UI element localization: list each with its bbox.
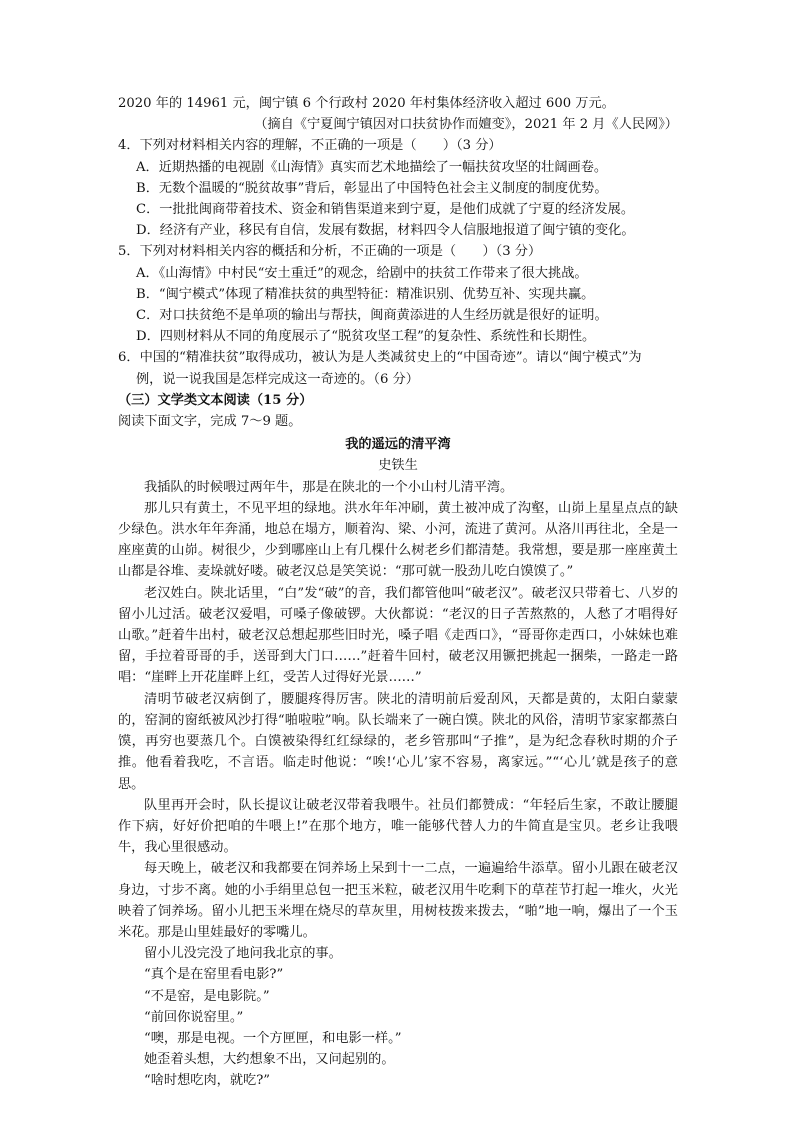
question-6-line-2: 例，说一说我国是怎样完成这一奇迹的。（6 分） <box>136 371 419 387</box>
question-5-option-a: A．《山海情》中村民“安土重迁”的观念，给剧中的扶贫工作带来了很大挑战。 <box>136 265 588 281</box>
document-page <box>118 93 678 1092</box>
question-5 <box>118 241 678 347</box>
intro-line: 2020 年的 14961 元，闽宁镇 6 个行政村 2020 年村集体经济收入超过 600 万元。 <box>118 96 615 111</box>
question-4-option-d: D．经济有产业，移民有自信，发展有数据，材料四令人信服地报道了闽宁镇的变化。 <box>136 223 635 239</box>
question-6 <box>118 347 678 389</box>
question-6-line-1: 6．中国的“精准扶贫”取得成功，被认为是人类减贫史上的“中国奇迹”。请以“闽宁模式”为 <box>118 350 642 366</box>
source-citation: （摘自《宁夏闽宁镇因对口扶贫协作而嬗变》，2021 年 2 月《人民网》） <box>254 117 678 133</box>
question-4-option-c: C．一批批闽商带着技术、资金和销售渠道来到宁夏，是他们成就了宁夏的经济发展。 <box>136 202 635 218</box>
dialogue-line: “噢，那是电视。一个方匣匣，和电影一样。” <box>144 1030 402 1046</box>
section-instruction: 阅读下面文字，完成 7～9 题。 <box>118 414 302 430</box>
question-4-stem: 4．下列对材料相关内容的理解，不正确的一项是（ ）（3 分） <box>118 138 502 154</box>
dialogue-line: “不是窑，是电影院。” <box>144 988 270 1004</box>
story-paragraph: 每天晚上，破老汉和我都要在饲养场上呆到十一二点，一遍遍给牛添草。留小儿跟在破老汉身边，寸步不离。她的小手绢里总包一把玉米粒，破老汉用牛吃剩下的草茬节打起一堆火，火光映着了饲养场。留小儿把玉米埋在烧尽的草灰里，用树枝拨来拨去，“啪”地一响，爆出了一个玉米花。那是山里娃最好的零嘴儿。 <box>118 861 678 940</box>
question-5-option-d: D．四则材料从不同的角度展示了“脱贫攻坚工程”的复杂性、系统性和长期性。 <box>136 329 596 345</box>
story-paragraph: 队里再开会时，队长提议让破老汉带着我喂牛。社员们都赞成：“年轻后生家，不敢让腰腿作下病，好好价把咱的牛喂上!”在那个地方，唯一能够代替人力的牛简直是宝贝。老乡让我喂牛，我心里很感动。 <box>118 797 678 856</box>
story-paragraph: 老汉姓白。陕北话里，“白”发“破”的音，我们都管他叫“破老汉”。破老汉只带着七、八岁的留小儿过活。破老汉爱唱，可嗓子像破锣。大伙都说：“老汉的日子苦熬熬的，人愁了才唱得好山歌。”赶着牛出村，破老汉总想起那些旧时光，嗓子唱《走西口》，“哥哥你走西口，小妹妹也难留，手拉着哥哥的手，送哥到大门口……”赶着牛回村，破老汉用镢把挑起一捆柴，一路走一路唱：“崖畔上开花崖畔上红，受苦人过得好光景……” <box>118 585 678 686</box>
dialogue-line: “啥时想吃肉，就吃?” <box>144 1073 271 1089</box>
story-paragraph: 留小儿没完没了地问我北京的事。 <box>144 946 342 962</box>
question-5-stem: 5．下列对材料相关内容的概括和分析，不正确的一项是（ ）（3 分） <box>118 244 542 260</box>
dialogue-line: “真个是在窑里看电影?” <box>144 967 284 983</box>
question-4-option-b: B．无数个温暖的“脱贫故事”背后，彰显出了中国特色社会主义制度的制度优势。 <box>136 180 608 196</box>
story-title: 我的遥远的清平湾 <box>345 437 451 453</box>
story-paragraph: 那儿只有黄土，不见平坦的绿地。洪水年年冲刷，黄土被冲成了沟壑，山峁上星星点点的缺少绿色。洪水年年奔涌，地总在塌方，顺着沟、梁、小河，流进了黄河。从洛川再往北，全是一座座黄的山峁。树很少，少到哪座山上有几棵什么树老乡们都清楚。我常想，要是那一座座黄土山都是谷堆、麦垛就好喽。破老汉总是笑笑说：“那可就一股劲儿吃白馍馍了。” <box>118 500 678 580</box>
dialogue-line: “前回你说窑里。” <box>144 1009 244 1025</box>
section-heading: （三）文学类文本阅读（15 分） <box>118 392 313 408</box>
story-paragraph: 清明节破老汉病倒了，腰腿疼得厉害。陕北的清明前后爱刮风，天都是黄的，太阳白蒙蒙的，窑洞的窗纸被风沙打得“啪啦啦”响。队长端来了一碗白馍。陕北的风俗，清明节家家都蒸白馍，再穷也要蒸几个。白馍被染得红红绿绿的，老乡管那叫“子推”，是为纪念春秋时期的介子推。他看着我吃，不言语。临走时他说：“唉!‘心儿’家不容易，离家远。”“‘心儿’就是孩子的意思。 <box>118 691 678 792</box>
question-4 <box>118 135 678 241</box>
story-paragraph: 我插队的时候喂过两年牛，那是在陕北的一个小山村儿清平湾。 <box>144 479 514 495</box>
story-author: 史铁生 <box>378 458 418 474</box>
question-5-option-b: B．“闽宁模式”体现了精准扶贫的典型特征：精准识别、优势互补、实现共赢。 <box>136 286 595 302</box>
question-5-option-c: C．对口扶贫绝不是单项的输出与帮扶，闽商黄添进的人生经历就是很好的证明。 <box>136 308 608 324</box>
dialogue-line: 她歪着头想，大约想象不出，又问起别的。 <box>144 1052 395 1068</box>
question-4-option-a: A．近期热播的电视剧《山海情》真实而艺术地描绘了一幅扶贫攻坚的壮阔画卷。 <box>136 159 608 175</box>
